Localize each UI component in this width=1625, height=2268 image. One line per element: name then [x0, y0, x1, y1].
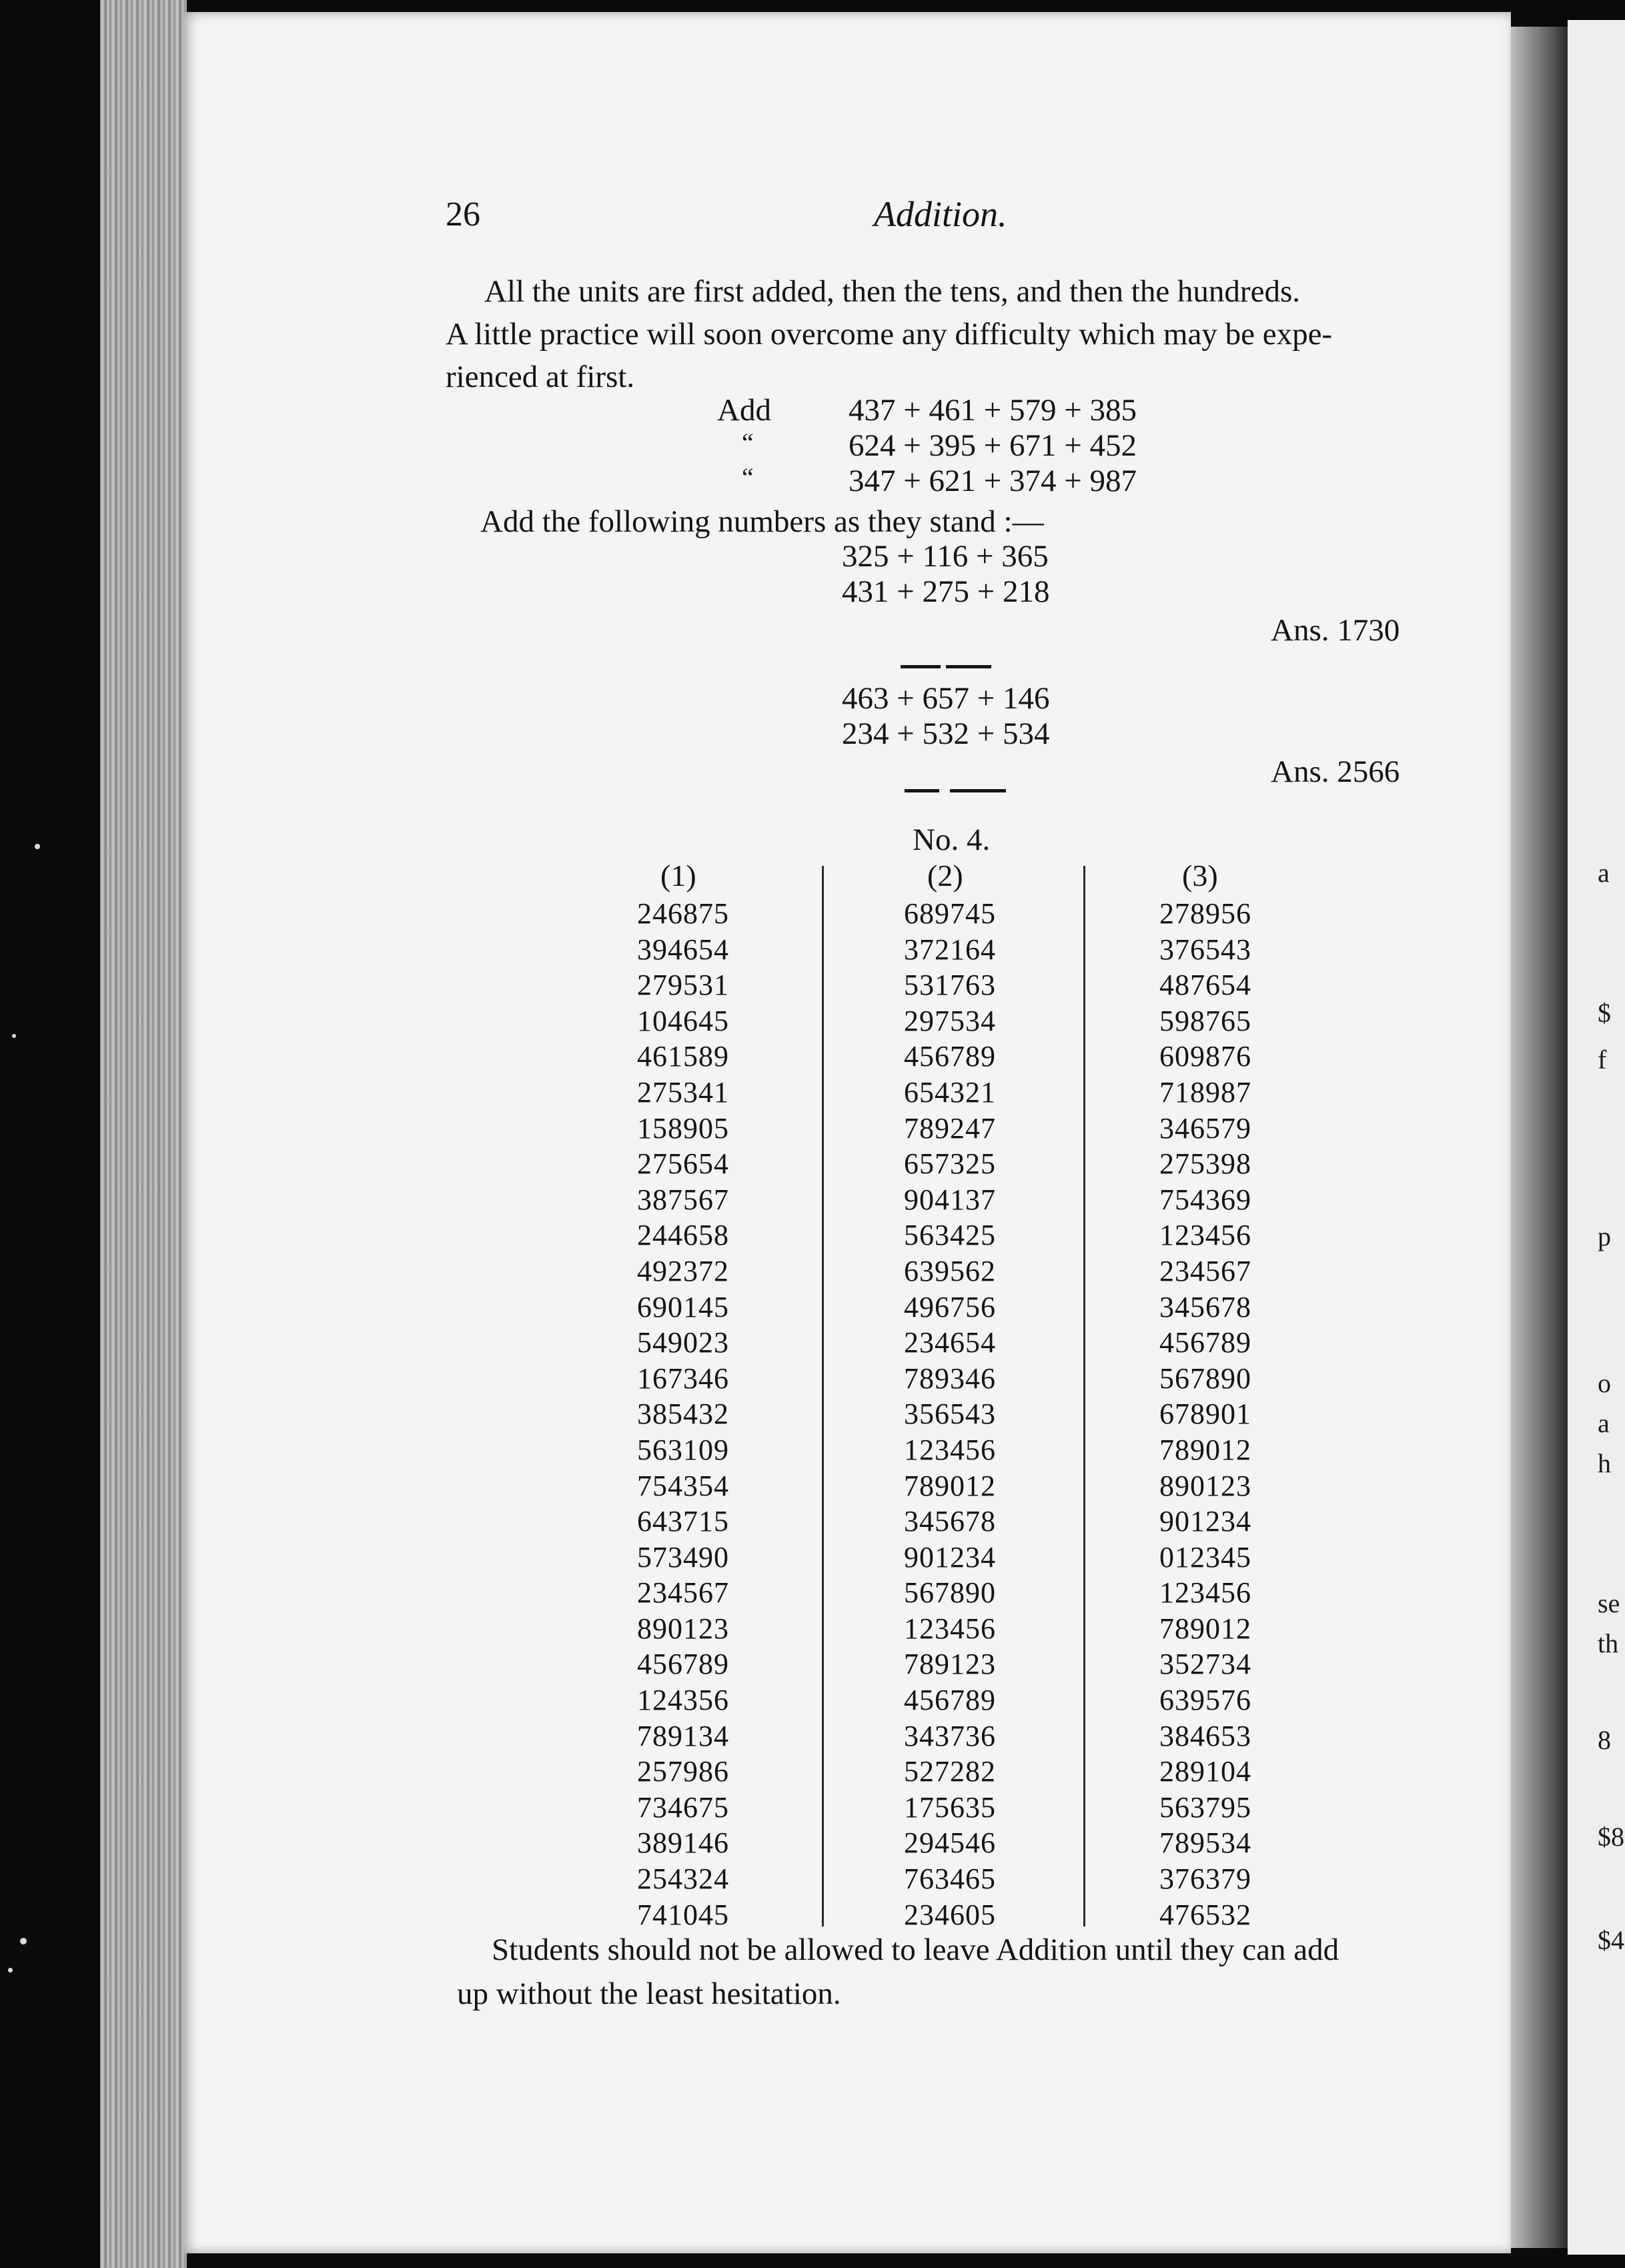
column-value: 690145: [637, 1290, 729, 1323]
adjacent-page-text: 8: [1598, 1725, 1611, 1755]
book-binding-edge: [100, 0, 187, 2268]
column-value: 158905: [637, 1111, 729, 1145]
column-value: 741045: [637, 1898, 729, 1931]
column-header-3: (3): [1182, 859, 1218, 893]
column-value: 175635: [904, 1790, 996, 1824]
column-value: 639562: [904, 1254, 996, 1287]
column-value: 754369: [1159, 1183, 1251, 1216]
column-value: 254324: [637, 1862, 729, 1896]
column-value: 527282: [904, 1755, 996, 1788]
column-value: 531763: [904, 969, 996, 1002]
scan-speck: [35, 844, 40, 849]
column-value: 598765: [1159, 1004, 1251, 1037]
column-header-1: (1): [660, 859, 696, 893]
column-value: 012345: [1159, 1540, 1251, 1574]
column-value: 573490: [637, 1540, 729, 1574]
column-value: 275398: [1159, 1147, 1251, 1181]
column-value: 763465: [904, 1862, 996, 1896]
sum-line: 431 + 275 + 218: [842, 574, 1050, 609]
column-value: 461589: [637, 1040, 729, 1073]
column-value: 123456: [904, 1433, 996, 1466]
column-value: 456789: [637, 1648, 729, 1681]
column-value: 387567: [637, 1183, 729, 1216]
column-value: 167346: [637, 1361, 729, 1395]
column-value: 456789: [904, 1684, 996, 1717]
column-divider: [1083, 866, 1085, 1926]
column-value: 123456: [1159, 1219, 1251, 1252]
closing-paragraph: [457, 1928, 1458, 2016]
intro-paragraph: [446, 270, 1460, 398]
table-title: No. 4.: [913, 822, 991, 857]
answer-text: Ans. 1730: [1271, 613, 1400, 648]
column-value: 890123: [637, 1612, 729, 1645]
adjacent-page-text: a: [1598, 858, 1610, 888]
column-value: 901234: [904, 1540, 996, 1574]
column-value: 257986: [637, 1755, 729, 1788]
column-value: 754354: [637, 1469, 729, 1502]
column-value: 563425: [904, 1219, 996, 1252]
separator-rule: [946, 665, 991, 668]
column-value: 789134: [637, 1719, 729, 1752]
column-value: 678901: [1159, 1397, 1251, 1431]
column-value: 657325: [904, 1147, 996, 1181]
column-value: 639576: [1159, 1684, 1251, 1717]
adjacent-page-fragment: [1568, 20, 1625, 2255]
column-value: 289104: [1159, 1755, 1251, 1788]
column-value: 456789: [1159, 1326, 1251, 1359]
column-value: 718987: [1159, 1075, 1251, 1109]
column-value: 345678: [1159, 1290, 1251, 1323]
column-value: 123456: [1159, 1576, 1251, 1610]
column-value: 734675: [637, 1790, 729, 1824]
column-value: 376543: [1159, 933, 1251, 966]
column-value: 789123: [904, 1648, 996, 1681]
adjacent-page-text: a: [1598, 1408, 1610, 1438]
column-value: 234567: [1159, 1254, 1251, 1287]
column-value: 567890: [1159, 1361, 1251, 1395]
paragraph-line: up without the least hesitation.: [457, 1976, 841, 2011]
column-value: 104645: [637, 1004, 729, 1037]
separator-rule: [901, 665, 941, 668]
column-value: 356543: [904, 1397, 996, 1431]
ditto-mark: “: [742, 462, 754, 492]
column-value: 346579: [1159, 1111, 1251, 1145]
column-value: 456789: [904, 1040, 996, 1073]
column-value: 278956: [1159, 897, 1251, 930]
page-title: Addition.: [874, 194, 1007, 234]
paragraph-line: All the units are first added, then the tens, and then the hundreds.: [484, 274, 1300, 309]
column-value: 492372: [637, 1254, 729, 1287]
column-value: 124356: [637, 1684, 729, 1717]
column-value: 297534: [904, 1004, 996, 1037]
column-value: 394654: [637, 933, 729, 966]
column-value: 476532: [1159, 1898, 1251, 1931]
exercise-row: 437 + 461 + 579 + 385: [849, 393, 1137, 428]
column-value: 789346: [904, 1361, 996, 1395]
column-value: 654321: [904, 1075, 996, 1109]
column-value: 890123: [1159, 1469, 1251, 1502]
sum-line: 463 + 657 + 146: [842, 681, 1050, 716]
paragraph-line: Students should not be allowed to leave Addition until they can add: [492, 1932, 1339, 1967]
column-value: 904137: [904, 1183, 996, 1216]
column-value: 643715: [637, 1505, 729, 1538]
column-value: 563109: [637, 1433, 729, 1466]
adjacent-page-text: o: [1598, 1368, 1611, 1398]
column-value: 234567: [637, 1576, 729, 1610]
column-value: 275341: [637, 1075, 729, 1109]
column-value: 372164: [904, 933, 996, 966]
column-value: 384653: [1159, 1719, 1251, 1752]
column-value: 549023: [637, 1326, 729, 1359]
column-header-2: (2): [927, 859, 963, 893]
column-value: 901234: [1159, 1505, 1251, 1538]
adjacent-page-text: h: [1598, 1448, 1611, 1478]
scan-speck: [20, 1938, 27, 1944]
column-value: 376379: [1159, 1862, 1251, 1896]
column-value: 487654: [1159, 969, 1251, 1002]
exercise-label: Add: [717, 393, 771, 428]
adjacent-page-text: th: [1598, 1628, 1619, 1658]
column-value: 385432: [637, 1397, 729, 1431]
adjacent-page-text: p: [1598, 1221, 1611, 1251]
column-divider: [822, 866, 824, 1926]
column-value: 294546: [904, 1826, 996, 1860]
exercise-row: 624 + 395 + 671 + 452: [849, 428, 1137, 463]
ditto-mark: “: [742, 428, 754, 458]
paragraph-line: rienced at first.: [446, 360, 635, 394]
column-value: 789247: [904, 1111, 996, 1145]
sum-line: 234 + 532 + 534: [842, 716, 1050, 751]
column-value: 789534: [1159, 1826, 1251, 1860]
scan-speck: [8, 1968, 13, 1972]
paragraph-line: A little practice will soon overcome any difficulty which may be expe-: [446, 317, 1333, 352]
separator-rule: [905, 789, 939, 792]
column-value: 609876: [1159, 1040, 1251, 1073]
adjacent-page-text: $4: [1598, 1925, 1624, 1955]
column-value: 234654: [904, 1326, 996, 1359]
scan-speck: [12, 1034, 16, 1038]
column-value: 563795: [1159, 1790, 1251, 1824]
answer-text: Ans. 2566: [1271, 754, 1400, 789]
column-value: 244658: [637, 1219, 729, 1252]
page-gutter-shadow: [1511, 27, 1568, 2248]
adjacent-page-text: se: [1598, 1588, 1620, 1618]
column-value: 789012: [1159, 1612, 1251, 1645]
separator-rule: [950, 789, 1006, 792]
column-value: 352734: [1159, 1648, 1251, 1681]
column-value: 123456: [904, 1612, 996, 1645]
number-column-3: [1159, 896, 1251, 1932]
exercise-row: 347 + 621 + 374 + 987: [849, 464, 1137, 498]
number-column-1: [637, 896, 729, 1932]
column-value: 275654: [637, 1147, 729, 1181]
column-value: 789012: [904, 1469, 996, 1502]
column-value: 279531: [637, 969, 729, 1002]
sum-line: 325 + 116 + 365: [842, 539, 1049, 574]
adjacent-page-text: f: [1598, 1045, 1607, 1075]
column-value: 246875: [637, 897, 729, 930]
column-value: 789012: [1159, 1433, 1251, 1466]
number-column-2: [904, 896, 996, 1932]
column-value: 343736: [904, 1719, 996, 1752]
column-value: 496756: [904, 1290, 996, 1323]
adjacent-page-text: $8: [1598, 1822, 1624, 1852]
adjacent-page-text: $: [1598, 998, 1611, 1028]
column-value: 345678: [904, 1505, 996, 1538]
column-value: 689745: [904, 897, 996, 930]
page-number: 26: [446, 195, 480, 233]
column-value: 389146: [637, 1826, 729, 1860]
instruction-text: Add the following numbers as they stand :—: [480, 504, 1044, 539]
column-value: 234605: [904, 1898, 996, 1931]
column-value: 567890: [904, 1576, 996, 1610]
